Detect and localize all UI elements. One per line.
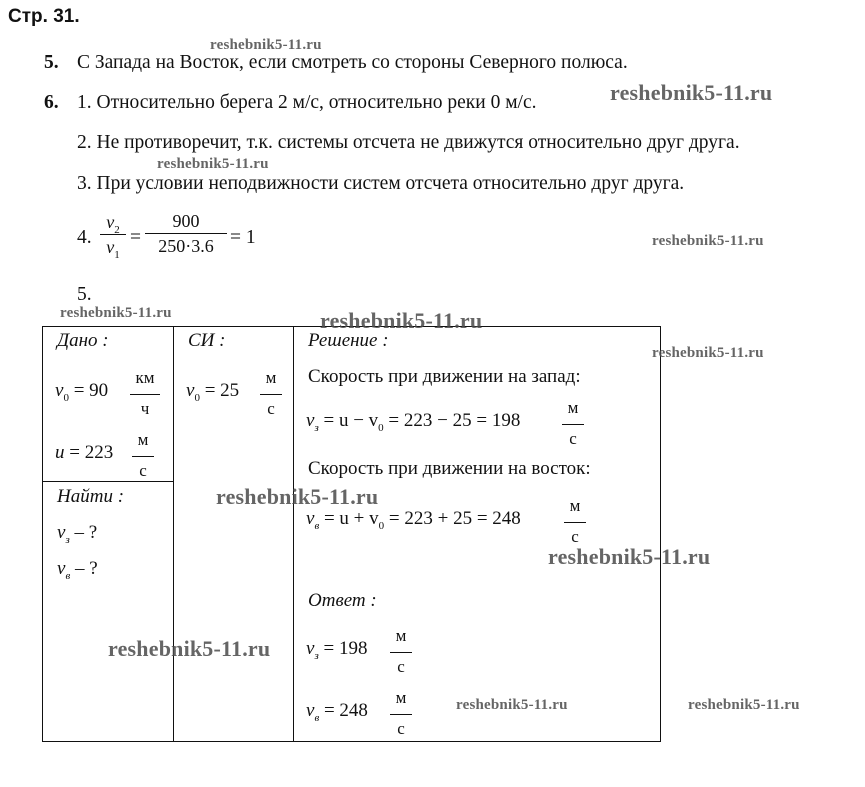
task6-item4-label: 4. [77, 227, 92, 248]
east-unit: м с [564, 496, 586, 547]
equals-sign: = [130, 227, 141, 248]
velocity-ratio-fraction: $v_2$ $v_1$ [100, 213, 126, 256]
answer-vz: $v_з = 198$ [306, 638, 368, 662]
solution-title: Решение : [308, 330, 389, 351]
numeric-fraction: 900 250·3.6 [145, 212, 227, 255]
task6-line-2: 2. Не противоречит, т.к. системы отсчета не движутся относительно друг друга. [77, 132, 740, 153]
given-u-unit: м с [132, 430, 154, 481]
watermark: reshebnik5-11.ru [610, 80, 773, 105]
si-v0-unit: м с [260, 368, 282, 419]
given-u: u = 223 [55, 442, 114, 463]
task6-item5-label: 5. [77, 284, 92, 305]
watermark: reshebnik5-11.ru [652, 233, 764, 249]
answer-title: Ответ : [308, 590, 377, 611]
answer-vv: $v_в = 248$ [306, 700, 368, 724]
find-title: Найти : [57, 486, 125, 507]
given-title: Дано : [57, 330, 109, 351]
answer-vz-unit: м с [390, 626, 412, 677]
west-formula: $v_з = u - v_0 = 223 - 25 = 198$ [306, 410, 521, 434]
watermark: reshebnik5-11.ru [320, 308, 483, 333]
watermark: reshebnik5-11.ru [210, 37, 322, 53]
task5-number: 5. [44, 52, 59, 73]
watermark: reshebnik5-11.ru [688, 697, 800, 713]
west-label: Скорость при движении на запад: [308, 366, 581, 387]
find-vv: $v_в$ – ? [57, 558, 98, 582]
task6-number: 6. [44, 92, 59, 113]
task5-text: С Запада на Восток, если смотреть со стороны Северного полюса. [77, 52, 628, 73]
given-v0-unit: км ч [130, 368, 160, 419]
east-label: Скорость при движении на восток: [308, 458, 591, 479]
watermark: reshebnik5-11.ru [456, 697, 568, 713]
si-title: СИ : [188, 330, 226, 351]
given-v0: $v_0 = 90$ [55, 380, 109, 404]
task6-line-3: 3. При условии неподвижности систем отсчета относительно друг друга. [77, 173, 685, 194]
page-number: Стр. 31. [8, 6, 80, 27]
watermark: reshebnik5-11.ru [548, 544, 711, 569]
si-v0: $v_0 = 25$ [186, 380, 240, 404]
answer-vv-unit: м с [390, 688, 412, 739]
west-unit: м с [562, 398, 584, 449]
east-formula: $v_в = u + v_0 = 223 + 25 = 248$ [306, 508, 521, 532]
find-vz: $v_з$ – ? [57, 522, 98, 546]
watermark: reshebnik5-11.ru [108, 636, 271, 661]
watermark: reshebnik5-11.ru [157, 156, 269, 172]
watermark: reshebnik5-11.ru [652, 345, 764, 361]
watermark: reshebnik5-11.ru [216, 484, 379, 509]
watermark: reshebnik5-11.ru [60, 305, 172, 321]
ratio-result: = 1 [230, 227, 256, 248]
task6-line-1: 1. Относительно берега 2 м/с, относительно реки 0 м/с. [77, 92, 537, 113]
